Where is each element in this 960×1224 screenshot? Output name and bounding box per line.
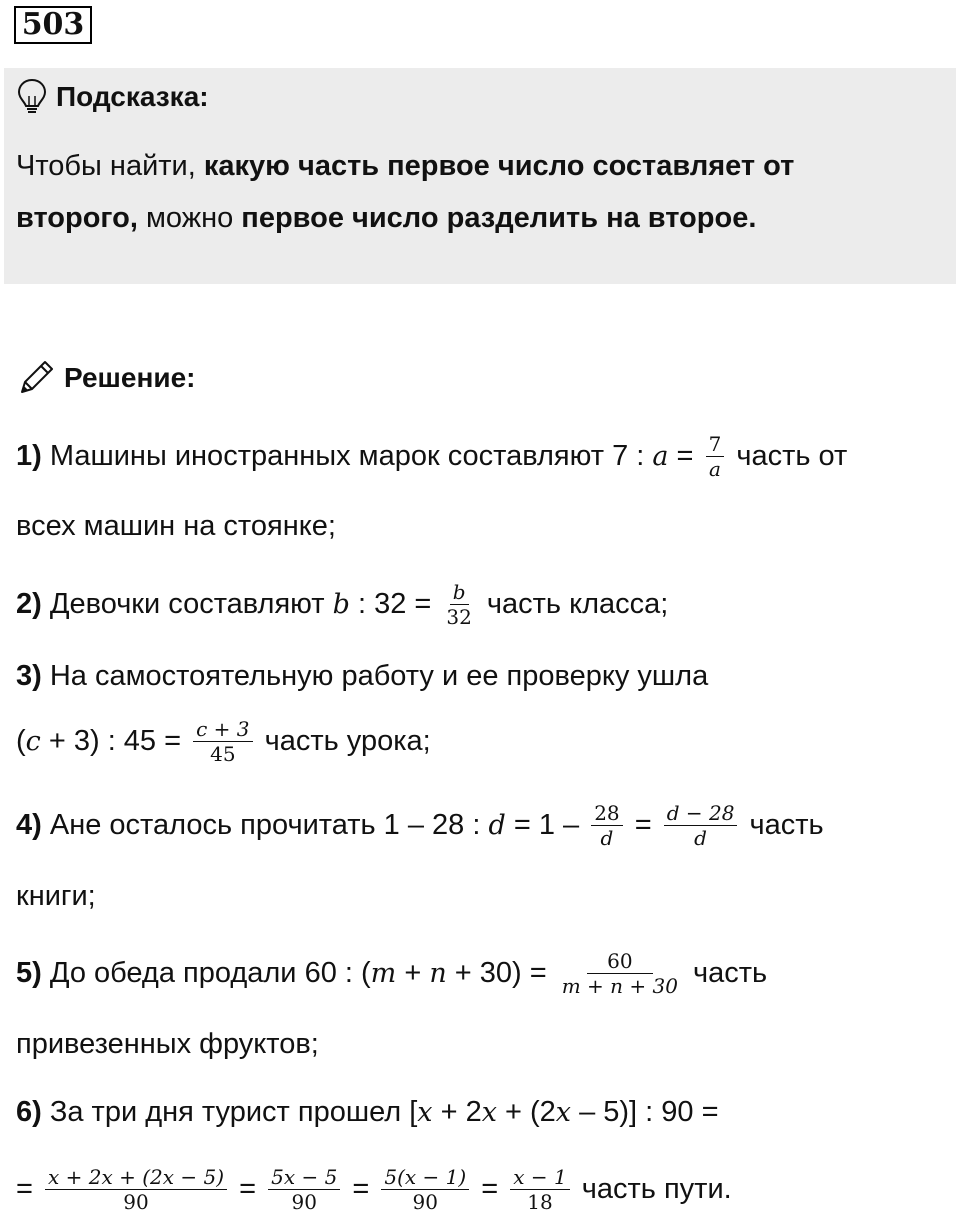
item-text: + 30) = bbox=[446, 956, 555, 989]
solution-title bbox=[16, 356, 195, 400]
item-text: часть от bbox=[728, 439, 848, 472]
item-1-continuation: всех машин на стоянке; bbox=[16, 510, 336, 542]
denominator: 45 bbox=[210, 741, 236, 766]
item-text: До обеда продали 60 : ( bbox=[41, 956, 371, 989]
item-text: часть bbox=[741, 808, 824, 841]
denominator: d bbox=[600, 825, 614, 850]
numerator: b bbox=[452, 579, 466, 604]
fraction bbox=[443, 580, 474, 629]
fraction bbox=[193, 717, 252, 766]
solution-item-3-line-2 bbox=[16, 712, 431, 770]
variable: x bbox=[555, 1096, 572, 1128]
item-text: Ане осталось прочитать 1 – 28 : bbox=[41, 808, 489, 841]
solution-item-4 bbox=[16, 796, 824, 854]
hint-text-bold: первое число разделить на второе. bbox=[241, 202, 757, 234]
fraction bbox=[664, 801, 738, 850]
item-text: + bbox=[396, 956, 430, 989]
item-number: 4) bbox=[16, 808, 42, 841]
fraction bbox=[381, 1165, 469, 1214]
variable: b bbox=[332, 588, 350, 620]
item-4-continuation: книги; bbox=[16, 880, 96, 912]
item-number: 6) bbox=[16, 1095, 42, 1128]
denominator: 90 bbox=[291, 1189, 317, 1214]
denominator: 18 bbox=[527, 1189, 553, 1214]
hint-text-part: Чтобы найти, bbox=[16, 150, 204, 182]
fraction bbox=[268, 1165, 340, 1214]
item-text: ( bbox=[16, 724, 26, 757]
solution-title-text: Решение: bbox=[64, 362, 196, 393]
fraction bbox=[591, 801, 622, 850]
item-text: + 2 bbox=[432, 1095, 482, 1128]
denominator-var: a bbox=[708, 456, 721, 481]
solution-item-2 bbox=[16, 576, 668, 632]
item-text: – 5)] : 90 = bbox=[571, 1095, 719, 1128]
solution-item-3 bbox=[16, 656, 708, 696]
numerator: d − 28 bbox=[666, 800, 735, 825]
hint-title-text: Подсказка: bbox=[56, 81, 209, 112]
item-text: : 32 = bbox=[349, 587, 440, 620]
fraction bbox=[559, 949, 681, 998]
pencil-icon bbox=[16, 358, 56, 398]
item-text: = bbox=[231, 1172, 265, 1205]
denominator: d bbox=[694, 825, 707, 850]
denominator: 90 bbox=[412, 1189, 438, 1214]
solution-item-1 bbox=[16, 428, 847, 484]
solution-item-6 bbox=[16, 1092, 719, 1132]
solution-item-6-line-2 bbox=[16, 1158, 732, 1220]
item-number: 1) bbox=[16, 439, 42, 472]
variable: m bbox=[370, 957, 397, 989]
numerator: 5(x − 1) bbox=[384, 1164, 467, 1189]
hint-text-bold: какую часть первое число составляет от второго, bbox=[16, 150, 795, 234]
variable: n bbox=[429, 957, 447, 989]
item-text: часть пути. bbox=[573, 1172, 732, 1205]
item-text: + 3) : 45 = bbox=[40, 724, 190, 757]
hint-text-part: можно bbox=[137, 202, 242, 234]
item-text: = bbox=[626, 808, 660, 841]
item-text: часть bbox=[684, 956, 768, 989]
item-text: + (2 bbox=[496, 1095, 556, 1128]
variable: c bbox=[25, 725, 41, 757]
item-5-continuation: привезенных фруктов; bbox=[16, 1028, 319, 1060]
fraction bbox=[510, 1165, 569, 1214]
item-text: = bbox=[473, 1172, 507, 1205]
item-number: 2) bbox=[16, 587, 42, 620]
problem-number: 503 bbox=[14, 6, 92, 44]
lightbulb-icon bbox=[16, 78, 48, 116]
item-text: Девочки составляют bbox=[41, 587, 333, 620]
numerator: 5x − 5 bbox=[271, 1164, 338, 1189]
numerator: 60 bbox=[587, 949, 652, 974]
denominator: 90 bbox=[123, 1189, 149, 1214]
denominator: 32 bbox=[446, 604, 472, 629]
item-text: = bbox=[668, 439, 702, 472]
denominator bbox=[706, 457, 724, 481]
numerator: c + 3 bbox=[196, 716, 250, 741]
numerator: 7 bbox=[706, 432, 725, 457]
variable: d bbox=[488, 809, 506, 841]
fraction bbox=[45, 1165, 227, 1214]
denominator: m + n + 30 bbox=[561, 973, 678, 998]
variable: a bbox=[652, 440, 669, 472]
item-text: = bbox=[16, 1172, 41, 1205]
item-text: На самостоятельную работу и ее проверку ушла bbox=[41, 659, 709, 692]
item-number: 5) bbox=[16, 956, 42, 989]
item-text: = bbox=[344, 1172, 378, 1205]
item-text: Машины иностранных марок составляют 7 : bbox=[41, 439, 653, 472]
item-text: часть урока; bbox=[256, 724, 431, 757]
variable: x bbox=[481, 1096, 497, 1128]
numerator: x − 1 bbox=[513, 1164, 567, 1189]
hint-text bbox=[16, 140, 916, 244]
item-text: За три дня турист прошел [ bbox=[41, 1095, 418, 1128]
variable: x bbox=[417, 1096, 433, 1128]
item-text: = 1 – bbox=[505, 808, 588, 841]
numerator: x + 2x + (2x − 5) bbox=[48, 1164, 225, 1189]
hint-title bbox=[16, 80, 209, 114]
item-number: 3) bbox=[16, 659, 42, 692]
solution-item-5 bbox=[16, 942, 767, 1004]
fraction bbox=[706, 432, 725, 481]
item-text: часть класса; bbox=[478, 587, 669, 620]
numerator: 28 bbox=[591, 801, 622, 826]
